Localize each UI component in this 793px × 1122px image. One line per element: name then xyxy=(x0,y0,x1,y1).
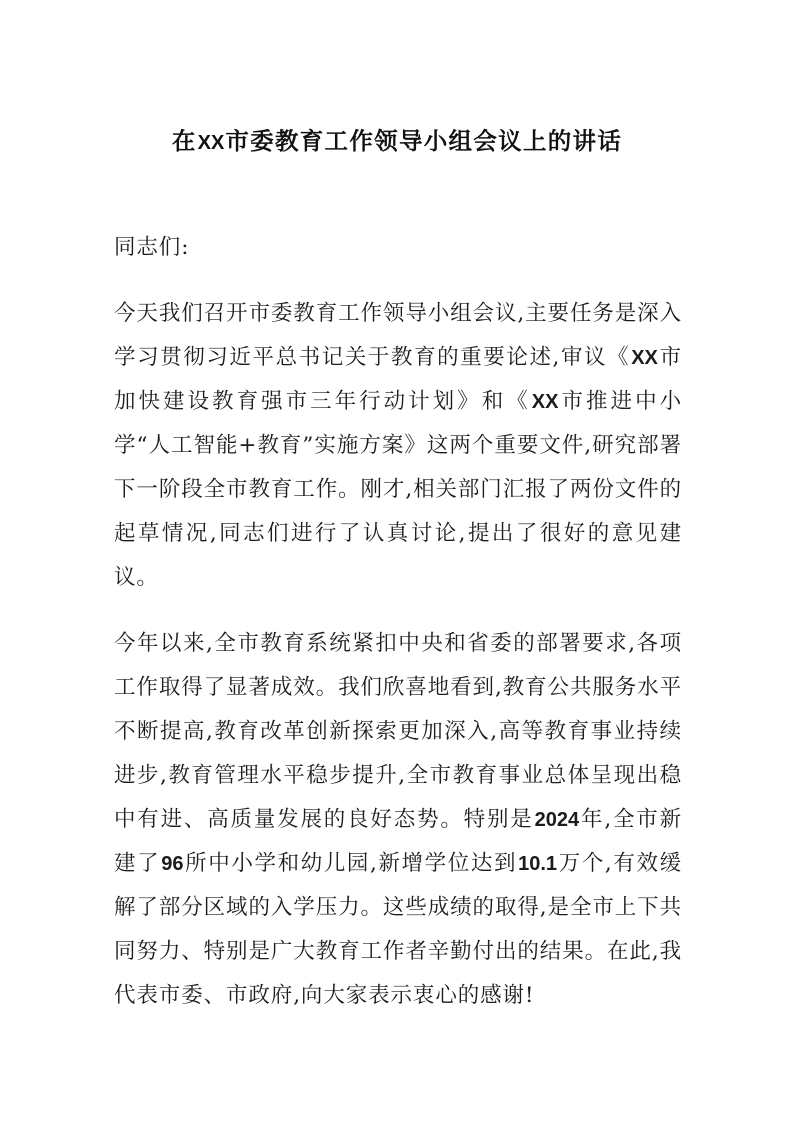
title-text-segment-2: 市委教育工作领导小组会议上的讲话 xyxy=(225,127,623,155)
body-paragraph-2: 今年以来,全市教育系统紧扣中央和省委的部署要求,各项工作取得了显著成效。我们欣喜地看到,教育公共服务水平不断提高,教育改革创新探索更加深入,高等教育事业持续进步,教育管理水平稳步提升,全市教育事业总体呈现出稳中有进、高质量发展的良好态势。特别是2024年,全市新建了96所中小学和幼儿园,新增学位达到10.1万个,有效缓解了部分区域的入学压力。这些成绩的取得,是全市上下共同努力、特别是广大教育工作者辛勤付出的结果。在此,我代表市委、市政府,向大家表示衷心的感谢! xyxy=(114,631,682,1008)
document-content xyxy=(114,226,682,1040)
page-title xyxy=(114,124,680,160)
latin-run: 2024 xyxy=(534,809,580,831)
latin-run: XX xyxy=(531,391,559,413)
latin-run: 96 xyxy=(161,853,184,875)
title-placeholder-xx: XX xyxy=(197,132,225,154)
salutation-line: 同志们: xyxy=(114,235,190,260)
latin-run: XX xyxy=(631,347,658,369)
latin-run: 10.1 xyxy=(518,853,558,875)
title-text-segment-1: 在 xyxy=(171,127,197,155)
body-paragraph-1: 今天我们召开市委教育工作领导小组会议,主要任务是深入学习贯彻习近平总书记关于教育的重要论述,审议《XX市加快建设教育强市三年行动计划》和《XX市推进中小学“人工智能+教育”实施方案》这两个重要文件,研究部署下一阶段全市教育工作。刚才,相关部门汇报了两份文件的起草情况,同志们进行了认真讨论,提出了很好的意见建议。 xyxy=(114,301,682,590)
